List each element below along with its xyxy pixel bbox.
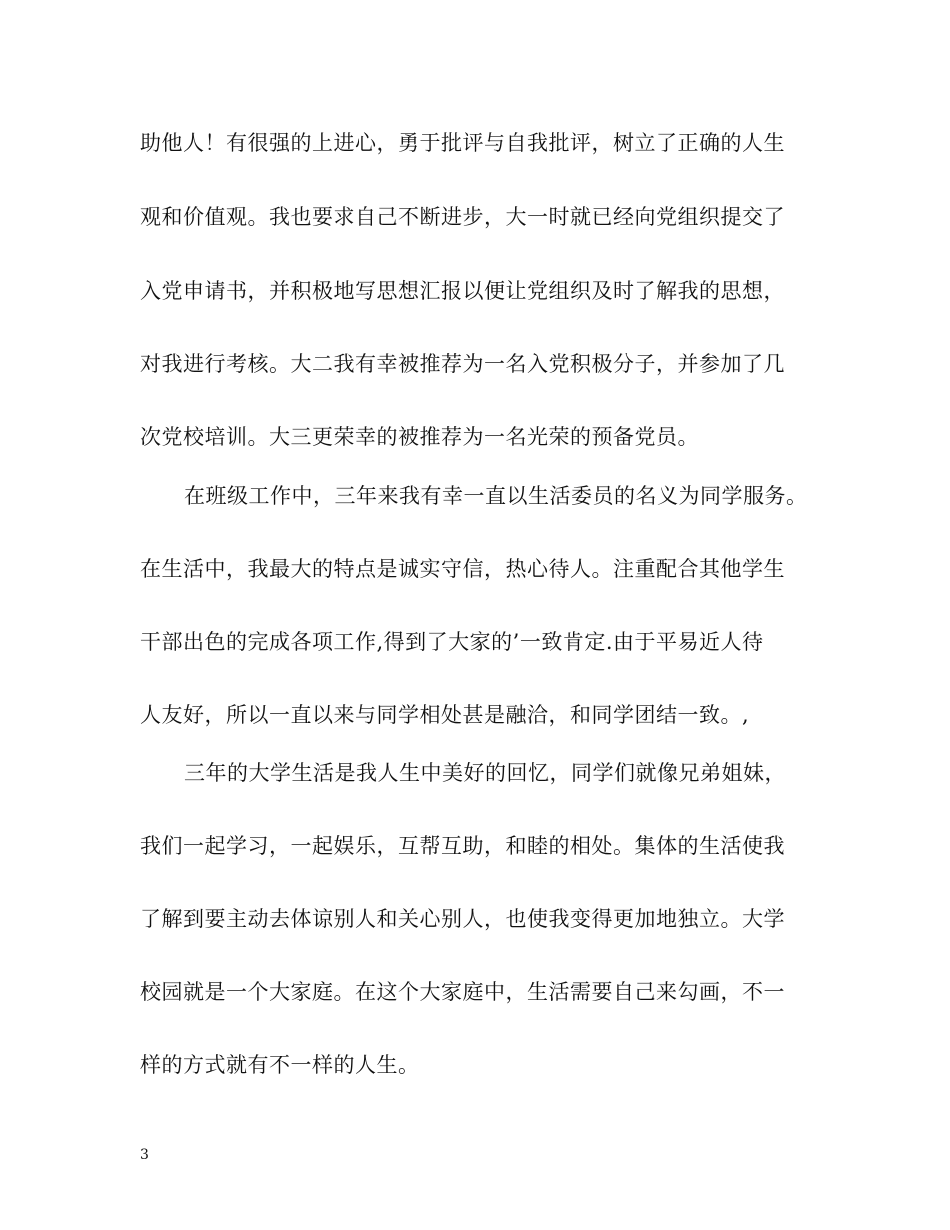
text-line: 助他人！有很强的上进心，勇于批评与自我批评，树立了正确的人生 <box>140 131 785 155</box>
text-line: 入党申请书，并积极地写思想汇报以便让党组织及时了解我的思想， <box>140 279 785 303</box>
text-line: 观和价值观。我也要求自己不断进步，大一时就已经向党组织提交了 <box>140 205 785 229</box>
text-line: 对我进行考核。大二我有幸被推荐为一名入党积极分子，并参加了几 <box>140 352 785 376</box>
text-line: 在生活中，我最大的特点是诚实守信，热心待人。注重配合其他学生 <box>140 557 785 581</box>
text-line: 我们一起学习，一起娱乐，互帮互助，和睦的相处。集体的生活使我 <box>140 834 785 858</box>
paragraph-start-line: 三年的大学生活是我人生中美好的回忆，同学们就像兄弟姐妹， <box>184 761 786 785</box>
page-number: 3 <box>140 1147 149 1163</box>
text-line: 次党校培训。大三更荣幸的被推荐为一名光荣的预备党员。 <box>140 425 699 449</box>
text-line: 干部出色的完成各项工作,得到了大家的’一致肯定.由于平易近人待 <box>140 630 764 654</box>
text-line: 样的方式就有不一样的人生。 <box>140 1053 420 1077</box>
paragraph-start-line: 在班级工作中，三年来我有幸一直以生活委员的名义为同学服务。 <box>184 484 808 508</box>
text-line: 人友好，所以一直以来与同学相处甚是融洽，和同学团结一致。, <box>140 703 750 727</box>
text-line: 校园就是一个大家庭。在这个大家庭中，生活需要自己来勾画，不一 <box>140 980 785 1004</box>
text-line: 了解到要主动去体谅别人和关心别人，也使我变得更加地独立。大学 <box>140 907 785 931</box>
